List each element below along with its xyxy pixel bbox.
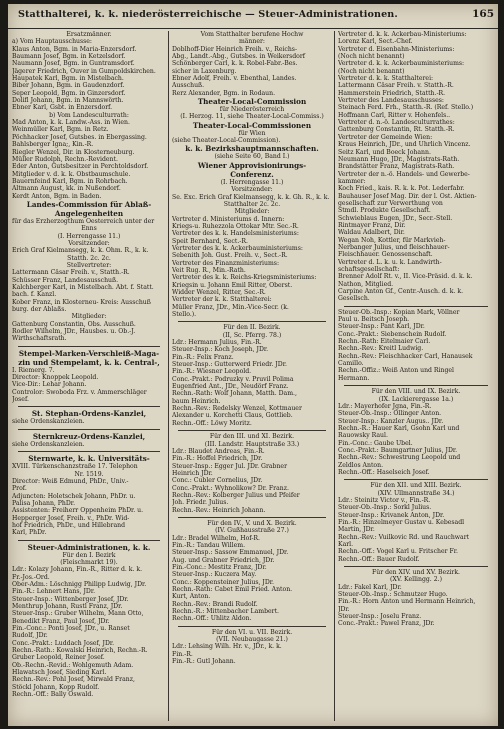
text-line: Rechn.-Rev.: Heinrich Johann.: [172, 506, 266, 514]
text-line: Ldr.: Fakel Karl, JDr.: [338, 583, 402, 591]
text-line: Dolifl Johann, Bgm. in Mannswörth.: [12, 97, 124, 105]
centered-line: (I. Herrengasse 11.): [220, 178, 284, 186]
text-line: Rechn.-Off.: Löwy Moritz.: [172, 419, 252, 427]
text-line: Vertreter d. L. k. u. k. Landwirth-: [338, 258, 442, 266]
centered-line: (IV. Gußhausstraße 27.): [215, 527, 289, 535]
centered-line: Für den VIII. und IX. Bezirk.: [371, 388, 461, 396]
text-line: Kober Franz, in Klosterneu- Kreis: Ausschuß: [12, 298, 151, 306]
section-heading: Sternwarte, k. k. Universitäts-: [28, 454, 150, 464]
text-line: Rechn.-R.: Mittenbacher Lambert.: [172, 608, 279, 616]
text-line: Steuer-Insp.: Wittenberger Josef, JDr.: [12, 595, 129, 603]
centered-line: Vorsitzender:: [231, 186, 273, 194]
column-right: [338, 31, 494, 721]
text-line: Ldr.: Steinitz Victor v., Fin.-R.: [338, 496, 431, 504]
text-line: Fleischhauer. Genossenschaft.: [338, 251, 433, 259]
text-line: Martin, JDr.: [338, 526, 375, 534]
text-line: Paul u. Beitsch Joseph.: [338, 316, 410, 324]
text-line: Hoffmann Carl, Ritter v. Hohenfels..: [338, 111, 451, 119]
text-line: Kraus Heinrich, JDr., und Uhrlich Vincenz.: [338, 141, 471, 149]
centered-line: Für den IV., V. und X. Bezirk.: [207, 519, 297, 527]
centered-line: (IX. Lackierergasse 1a.): [378, 395, 454, 403]
text-line: Naumann Josef, Bgm. in Guntramsdorf.: [12, 60, 135, 68]
text-line: Carpine Anton Gf., Centr.-Ausch. d. k. k.: [338, 288, 464, 296]
section-divider: [18, 429, 160, 430]
text-line: Ldr.: Blaudet Andreas, Fin.-R.: [172, 447, 265, 455]
scanned-page: [8, 4, 498, 726]
text-line: Gattenburg Constantin, Obs. Ausschuß.: [12, 320, 136, 328]
text-line: Assistenten: Freiherr Oppenheim PhDr. u.: [12, 507, 144, 515]
text-line: Fin.-R.: Lehnert Hans, JDr.: [12, 588, 96, 596]
section-heading: Sternkreuz-Ordens-Kanzlei,: [32, 431, 146, 441]
text-line: Lorenz Karl, Sect.-Chef.: [338, 38, 413, 46]
text-line: Rodler Wilhelm, JDr., Hausbes. u. Ob.-J.: [12, 328, 136, 336]
text-line: kammer:: [338, 177, 366, 185]
text-line: Waldau Adalbert, Dir.: [338, 229, 405, 237]
centered-line: Für den XIV. und XV. Bezirk.: [371, 569, 461, 577]
text-line: Fin.-Conc.: Mestitz Franz, JDr.: [172, 564, 267, 571]
centered-line: (siehe Seite 60, Band I.): [214, 153, 290, 161]
text-line: Gesellsch.: [338, 295, 370, 303]
text-line: Biber Johann, Bgm. in Gaudenzdorf.: [12, 82, 125, 90]
text-line: Controlor: Swoboda Frz. v. Ammerschläger: [12, 388, 147, 396]
text-line: Rechn.-Rev.: Schwestrung Leopold und: [338, 454, 461, 462]
text-line: Koch Fried., kais. R. k. k. Pot. Lederfabr.: [338, 185, 465, 193]
text-line: Kurt, Anton.: [172, 593, 211, 601]
text-line: Ebner Adolf, Freih. v. Ebenthal, Landes.: [172, 75, 297, 83]
text-line: Steuer-Ob.-Insp.: Kopian Mark, Völlner: [338, 308, 460, 316]
text-line: sicher in Laxenburg.: [172, 67, 237, 75]
text-line: Hammerstein Friedrich, Statth.-R.: [338, 89, 446, 97]
text-line: Fin.-R.: Horn Anton und Hermann Heinrich,: [338, 598, 476, 606]
section-divider: [178, 321, 326, 322]
text-line: Eugenfried Ant., JDr., Neudörf Franz.: [172, 383, 289, 391]
text-line: Wegan Noh, Kottler, für Markvieh-: [338, 236, 446, 244]
text-line: Steuer-Ob.-Insp.: Sorkl Julius.: [338, 504, 432, 512]
text-line: Fin.-R.: Wiesner Leopold.: [172, 368, 252, 376]
text-line: Ausschuß.: [172, 82, 205, 90]
text-line: Joh. Friedr. Julius.: [172, 499, 229, 507]
text-line: Hermann.: [338, 374, 370, 382]
text-line: Kriegsin u. Johann Emil Ritter, Oberst.: [172, 281, 293, 289]
column-left: [12, 31, 166, 721]
text-line: Conc.-Prakt.: Wyhnolikow? Dr. Franz.: [172, 484, 289, 492]
text-line: Vertreter der k. k. Statthalterei:: [172, 296, 272, 304]
centered-line: für Wien: [238, 129, 266, 137]
text-line: Director: Knoppek Leopold.: [12, 374, 99, 382]
section-heading: Angelegenheiten: [54, 208, 124, 218]
text-line: Veit Rug. R., Min.-Rath.: [172, 266, 246, 274]
centered-line: (XV. Kellingg. 2.): [390, 576, 442, 584]
section-heading: St. Stephan-Ordens-Kanzlei,: [31, 409, 147, 419]
text-line: Kerdt Anton, Bgm. in Baden.: [12, 192, 102, 200]
section-divider: [178, 517, 326, 518]
centered-line: Für den II. Bezirk.: [223, 324, 281, 332]
centered-line: Statthalter 2c. 2c.: [223, 200, 281, 208]
text-line: siehe Ordenskanzleien.: [12, 418, 85, 426]
text-line: Brenner Adolf Rt. v., II. Vice-Präsid. d. k. k.: [338, 273, 473, 281]
text-line: Gattenburg Constantin, Rt. Statth.-R.: [338, 126, 455, 134]
text-line: Weinmüller Karl, Bgm. in Retz.: [12, 126, 109, 134]
text-line: JDr.: [338, 605, 350, 613]
centered-line: (III. Landstr. Hauptstraße 33.): [204, 440, 300, 448]
text-line: Steuer-Ob.-Insp.: Ollinger Anton.: [338, 410, 442, 418]
text-line: Doblhoff-Dier Heinrich Freih. v., Reichs-: [172, 45, 298, 53]
centered-line: Für den III. und XI. Bezirk.: [209, 433, 295, 441]
text-line: Ob.-Rechn.-Revid.: Wohlgemuth Adam.: [12, 661, 134, 669]
text-line: Rechn.-Off.: Vogel Karl u. Fritscher Fr.: [338, 548, 458, 556]
page-number: 165: [472, 8, 494, 20]
text-line: Rechn.-Off.: Bauer Rudolf.: [338, 555, 420, 563]
text-line: Bauhauser Josef Mag. Dir. der l. Ost. Aktien-: [338, 192, 477, 200]
text-line: Steuer-Insp.: Koch Joseph, JDr.: [172, 346, 269, 354]
text-line: Adjuncten: Holetschek Johann, PhDr. u.: [12, 492, 136, 500]
text-line: Stello.).: [172, 311, 197, 318]
text-line: burg. der Ablaßs.: [12, 306, 67, 314]
text-line: Aug. und Grabner Friedrich, JDr.: [172, 556, 275, 564]
text-line: Rechn.-Rev.: Kolberger Julius und Pfeifer: [172, 491, 300, 499]
text-line: Rechn.-Rath: Eitelmaier Carl.: [338, 338, 431, 346]
text-line: (Noch nicht benannt): [338, 53, 405, 61]
section-divider: [18, 406, 160, 407]
text-line: Rintmayer Franz, Dir.: [338, 221, 406, 229]
text-line: Fin.-Conc.: Ponti Josef, JDr., u. Ranset: [12, 625, 130, 633]
text-line: (Noch nicht benannt): [338, 67, 405, 75]
text-line: Rechn.-Rath.: Kowalski Heinrich, Rechn.-R.: [12, 647, 148, 655]
text-line: Menthrup Johann, Rustl Franz, JDr.: [12, 603, 123, 610]
text-line: Ldr.: Hermann Julius, Fin.-R.: [172, 339, 262, 347]
text-line: Baumann Josef, Bgm. in Ketzelsdorf.: [12, 53, 126, 61]
text-line: Vertreter des Finanzministeriums:: [172, 259, 280, 267]
text-line: Ebner Karl, Gsbt. in Enzersdorf.: [12, 104, 113, 112]
section-divider: [18, 540, 160, 541]
text-line: Fr.-Jos.-Ord.: [12, 573, 50, 581]
section-divider: [344, 385, 488, 386]
text-line: Vertreter d. Ministeriums d. Innern:: [172, 215, 285, 223]
text-line: Fin.-R.: Hinzelmeyer Gustav u. Kebesadl: [338, 519, 465, 526]
text-line: Zeldlos Anton.: [338, 461, 384, 469]
centered-line: Nr. 1519.: [74, 470, 104, 478]
section-divider: [344, 479, 488, 480]
section-divider: [18, 451, 160, 452]
text-line: Steuer-Insp.: Gruber Wilhelm, Mann Otto,: [12, 610, 144, 618]
text-line: Hlawatsch Josef, Sieding Karl.: [12, 669, 107, 677]
text-line: Conc.: Koppensteiner Julius, JDr.: [172, 578, 274, 586]
text-line: Rechn.-R.: Hauer Karl, Gsohn Karl und: [338, 424, 460, 432]
section-divider: [178, 430, 326, 431]
text-line: Lattermann Cäsar Freih. v., Statth.-R.: [12, 269, 130, 277]
centered-line: Für den VI. u. VII. Bezirk.: [211, 628, 293, 636]
section-divider: [18, 346, 160, 347]
centered-line: b) Vom Landesculturrath:: [49, 111, 129, 119]
text-line: Seitz Karl, und Boeck Johann.: [338, 148, 431, 156]
section-heading: Steuer-Administrationen, k. k.: [27, 542, 151, 552]
column-divider: [168, 31, 169, 721]
text-line: Vertreter d. n.-ö. Landesculturrathes:: [338, 119, 455, 127]
text-line: Palisa Johann, PhDr.: [12, 499, 76, 507]
text-line: Mad Anton, k. k. Landw.-Ass. in Wien.: [12, 119, 130, 127]
centered-line: Ersatzmänner.: [66, 31, 112, 38]
text-line: Kalchberger Karl, in Mistelbach. Abt. f. Statt.: [12, 284, 154, 291]
text-line: Fin.-R.: Hoffel Friedrich, JDr.: [172, 455, 263, 463]
text-line: (siehe Theater-Local-Commission).: [172, 137, 281, 145]
section-heading: Conferenz.: [230, 169, 274, 179]
text-line: I. Riemerg. 7.: [12, 366, 55, 374]
text-line: Brandstätter Franz, Magistrats-Rath.: [338, 163, 455, 171]
section-divider: [344, 566, 488, 567]
centered-line: (I. Herrengasse 11.): [57, 232, 121, 240]
text-line: für das Erzherzogthum Oesterreich unter der: [12, 217, 155, 225]
section-heading: Stempel-Marken-Verschleiß-Maga-: [18, 348, 160, 358]
centered-line: Mitglieder:: [234, 208, 270, 216]
section-heading: Landes-Commission für Ablaß-: [26, 199, 152, 209]
text-line: Fin.-Conc.: Gaube Ubel.: [338, 439, 413, 447]
text-line: XVIII. Türkenschanzstraße 17. Telephon: [12, 463, 138, 471]
centered-line: Mitglieder:: [71, 313, 107, 321]
text-line: Rechn.-Rev.: Fleischhacker Carl, Hanausek: [338, 352, 473, 360]
text-line: Lattermann Cäsar Freih. v. Statth.-R.: [338, 82, 454, 90]
text-line: Hepperger Josef, Freih. v., PhDr. Wid-: [12, 514, 130, 522]
text-line: Müller Franz, JDr., Min.-Vice-Secr. (k.: [172, 303, 289, 311]
text-line: Karl, PhDr.: [12, 529, 47, 537]
text-line: Bahlsberger Igna;, Kin.-R.: [12, 141, 94, 149]
section-heading: Theater-Local-Commissionen: [192, 120, 312, 130]
text-line: Conc.-Prakt.: Siebenschein Rudolf.: [338, 330, 447, 338]
text-line: Rechn.-Rath: Wolf Johann, Matth. Dam.,: [172, 390, 297, 398]
centered-line: Stellvertreter:: [66, 261, 112, 269]
text-line: Vertreter der Gemeinde Wien:: [338, 133, 433, 141]
text-line: Bauernfeind Karl, Bgm. in Rohrbach.: [12, 177, 128, 185]
page-header: [8, 4, 498, 29]
text-line: Schüsser Franz, Landesausschuß.: [12, 276, 119, 284]
text-line: Vertreter d. k. k. Ackerbau-Ministeriums:: [338, 31, 467, 38]
text-line: Neumann Hugo, JDr., Magistrats-Rath.: [338, 155, 460, 163]
text-line: Widder Wenzel, Ritter, Sec.-R.: [172, 288, 266, 296]
text-line: Se. Exc. Erich Graf Kielmansegg, k. k. Gh. R., k. k.: [172, 193, 330, 201]
text-line: Rechn.-Rath: Cabet Emil Fried. Anton.: [172, 586, 293, 594]
text-line: Kriegs-u. Ruhezzola Ottokar Mtr. Sec.-R.: [172, 222, 299, 230]
text-line: Steinach Ferd. Frh., Statth.-R. (Ref. Stello.): [338, 104, 474, 112]
text-line: Schönberger Carl, k. k. Robel-Fabr.-Bes.: [172, 60, 298, 68]
section-divider: [178, 626, 326, 627]
text-line: Conc.-Prakt.: Luddach Josef, JDr.: [12, 639, 115, 647]
text-line: Rechn.-Off.: Haselseich Josef.: [338, 468, 430, 476]
section-divider: [344, 306, 488, 307]
text-line: Josef.: [12, 396, 29, 404]
text-line: Rechn.-Rev.: Pohl Josef, Mirwald Franz,: [12, 676, 135, 684]
text-line: Gruber Leopold, Reiner Josef.: [12, 654, 105, 662]
text-line: Vertreter der n.-ö. Handels- und Gewerbe-: [338, 170, 470, 178]
centered-line: männer:: [238, 38, 266, 46]
text-line: Eder Anton, Gutsbesitzer in Perchtoldsdorf.: [12, 163, 149, 171]
text-line: Nathon, Mitglied.: [338, 280, 394, 288]
text-line: Ldr.: Lehsing Wilh. Hr. v., JDr., k. k.: [172, 643, 282, 651]
text-line: schaftsgesellschaft:: [338, 266, 400, 273]
text-line: Steuer-Insp.: Kuczera May.: [172, 571, 257, 579]
text-line: Rerz Alexander, Bgm. in Rodaun.: [172, 89, 276, 97]
text-line: a) Vom Hauptausschusse:: [12, 38, 92, 46]
text-line: Vertreter d. k. k. Statthalterei:: [338, 75, 434, 83]
text-line: Prof.: [12, 485, 27, 493]
text-line: Stöckl Johann, Kopp Rudolf.: [12, 683, 100, 691]
text-line: Vertreter des k. k. Ackerbauministeriums:: [172, 244, 303, 252]
text-line: baum Heinrich.: [172, 397, 221, 405]
text-line: Vice-Dir.: Lehar Johann.: [12, 381, 87, 389]
text-line: Sebenith Joh. Gust. Freih. v., Sect.-R.: [172, 252, 288, 260]
text-line: Steuer-Insp.: Pant Karl, JDr.: [338, 323, 425, 331]
centered-line: Für den I. Bezirk: [62, 551, 116, 559]
text-line: Mitglieder v. d. k. k. Obstbaumschule.: [12, 170, 131, 178]
text-line: Rauowsky Raul.: [338, 432, 388, 440]
centered-line: (VII. Neubaugasse 21.): [216, 636, 288, 644]
centered-line: (II, Sc. Pferrg. 78.): [222, 331, 282, 339]
text-line: Vertreter d. k. k. Ackerbauministeriums:: [338, 60, 465, 68]
text-line: Vertreter d. Eisenbahn-Ministeriums:: [338, 45, 455, 53]
centered-line: (Fleischmarkt 19).: [60, 558, 118, 566]
text-line: Rechn.-Rev.: Kreitl Ludwig.: [338, 345, 424, 353]
section-heading: k. k. Bezirkshauptmannschaften.: [185, 144, 319, 154]
text-line: Karl.: [338, 541, 354, 549]
text-line: siehe Ordenskanzleien.: [12, 440, 85, 448]
text-line: Fin.-R.: Felix Franz.: [172, 353, 234, 361]
text-line: Altmann August, kk. in Nußendorf.: [12, 185, 121, 193]
text-line: Klaus Anton, Bgm. in Maria-Enzersdorf.: [12, 45, 137, 53]
text-line: Fin.-R.: Tandau Willem.: [172, 541, 246, 549]
centered-line: Enns: [81, 225, 97, 233]
text-line: Ldr.: Mayerhofer Jgna, Fin.-R.: [338, 402, 432, 410]
centered-line: Vorsitzender:: [68, 239, 110, 247]
text-line: Camillo.: [338, 360, 364, 368]
centered-line: (XIV. Ullmannstraße 34.): [377, 489, 455, 497]
text-line: Rechn.-Off.: Uhlitz Aldon.: [172, 615, 252, 623]
text-line: Steuer-Insp.: Gutterwerd Friedr. JDr.: [172, 361, 287, 369]
text-line: Steuer-Insp.: Sassow Emmanuel, JDr.: [172, 549, 289, 557]
section-heading: Wiener Approvisionirungs-: [197, 160, 307, 170]
text-line: Nerbanger Julius, und fleischhauer-: [338, 243, 450, 251]
text-line: Pöchhacker Josef, Gutsbes. in Ebergassing.: [12, 133, 147, 141]
text-line: Wirthschaftsrath.: [12, 335, 67, 343]
text-line: Rechn.-Rev.: Brandi Rudolf.: [172, 600, 258, 608]
text-line: Riegler Wenzel, Dir. in Klosterneuburg.: [12, 148, 135, 156]
text-line: Stmdl. Produkte Gesellschaft.: [338, 207, 431, 215]
text-line: gesellschaft zur Verwerthung von: [338, 199, 443, 207]
text-line: Conc.-Prakt.: Podruzky v. Pruvil Polima: [172, 375, 294, 383]
text-line: Vertreter des k. k. Handelsministeriums:: [172, 230, 299, 238]
text-line: Steuer-Insp.: Krivanek Anton, JDr.: [338, 511, 445, 519]
text-line: Fin.-R.: Gutl Johann.: [172, 658, 236, 666]
text-line: bach. f. Kanzl.: [12, 291, 57, 299]
text-line: Vertreter des Landesausschusses:: [338, 97, 444, 105]
text-line: Ober-Adm.: Löschnigg Philipp Ludwig, JDr.: [12, 580, 147, 588]
text-line: hof Friedrich, PhDr., und Hillebrand: [12, 521, 126, 529]
centered-line: für Niederösterreich: [219, 106, 285, 114]
text-line: Ldr.: Bradel Wilhelm, Hof-R.: [172, 534, 260, 542]
text-line: Steuer-Ob.-Insp.: Schmutzer Hugo.: [338, 591, 448, 599]
centered-line: Vom Statthalter berufene Hochw: [200, 31, 304, 38]
text-line: Director: Weiß Edmund, PhDr., Univ.-: [12, 477, 129, 485]
text-line: Schwieblaus Eugen, JDr., Secr.-Stell.: [338, 214, 453, 222]
text-line: Ldr.: Kolazy Johann, Fin.-R., Ritter d. k. k.: [12, 566, 143, 574]
text-line: Steuer-Insp.: Kanzler Augus.. JDr.: [338, 417, 444, 425]
text-line: Alexander u. Korchetti Claus, Gottlieb.: [172, 412, 293, 420]
section-heading: Theater-Local-Commission: [197, 97, 307, 107]
running-title: Statthalterei, k. k. niederösterreichische — Steuer-Administrationen.: [18, 9, 398, 20]
text-line: Rechn.-Off.: Bally Oswald.: [12, 691, 94, 699]
text-line: Müller Rudolph, Rechn.-Revident.: [12, 155, 118, 163]
text-line: Rechn.-Offiz.: Weiß Anton und Ringel: [338, 367, 454, 375]
section-heading: zin und Stempelamt, k. k. Central-,: [18, 357, 160, 367]
text-line: Fin.-R.: [172, 650, 193, 658]
text-line: Abg., Landt.-Abg., Gutsbes. in Weikersdorf: [172, 53, 306, 61]
text-line: Speit Bernhard, Sect.-R.: [172, 237, 248, 245]
text-line: Rechn.-Rev.: Vuilkovic Rd. und Rauchwart: [338, 533, 470, 541]
text-line: Haupatek Karl, Bgm. in Mistelbach.: [12, 75, 124, 83]
text-line: Jägerer Friedrich, Ouver in Gumpoldskirchen.: [12, 67, 156, 75]
text-line: Benedikt Franz, Paul Josef, JDr.: [12, 617, 110, 625]
text-line: Conc.-Prakt.: Baumgartner Julius, JDr.: [338, 446, 458, 454]
column-middle: [172, 31, 332, 721]
text-line: Rechn.-Rev.: Redelsky Wenzel, Kottmauer: [172, 405, 302, 413]
text-line: Vertreter des k. k. Reichs-Kriegsministeriums:: [172, 274, 317, 282]
text-line: Steuer-Insp.: Egger Jul. JDr. Grabner: [172, 462, 287, 470]
centered-line: Statth. 2c. 2c.: [67, 254, 111, 262]
text-line: Heinrich JDr.: [172, 469, 213, 477]
centered-line: (I. Herzog. 11, siehe Theater-Local-Commiss.): [180, 113, 324, 121]
text-line: Conc.-Prakt.: Pawel Franz, JDr.: [338, 620, 435, 628]
text-line: Conc.: Cubler Cornelius, JDr.: [172, 477, 263, 485]
text-line: Rudolf, JDr.: [12, 632, 48, 640]
text-line: Steuer-Insp.: Joselu Franz.: [338, 613, 422, 621]
column-divider: [334, 31, 335, 721]
centered-line: Für den XII. und XIII. Bezirk.: [370, 482, 462, 490]
text-line: Seper Leopold, Bgm. in Ginzersdorf.: [12, 89, 126, 97]
text-line: Erich Graf Kielmansegg, k. k. Ohm. R., k. k.: [12, 247, 149, 255]
